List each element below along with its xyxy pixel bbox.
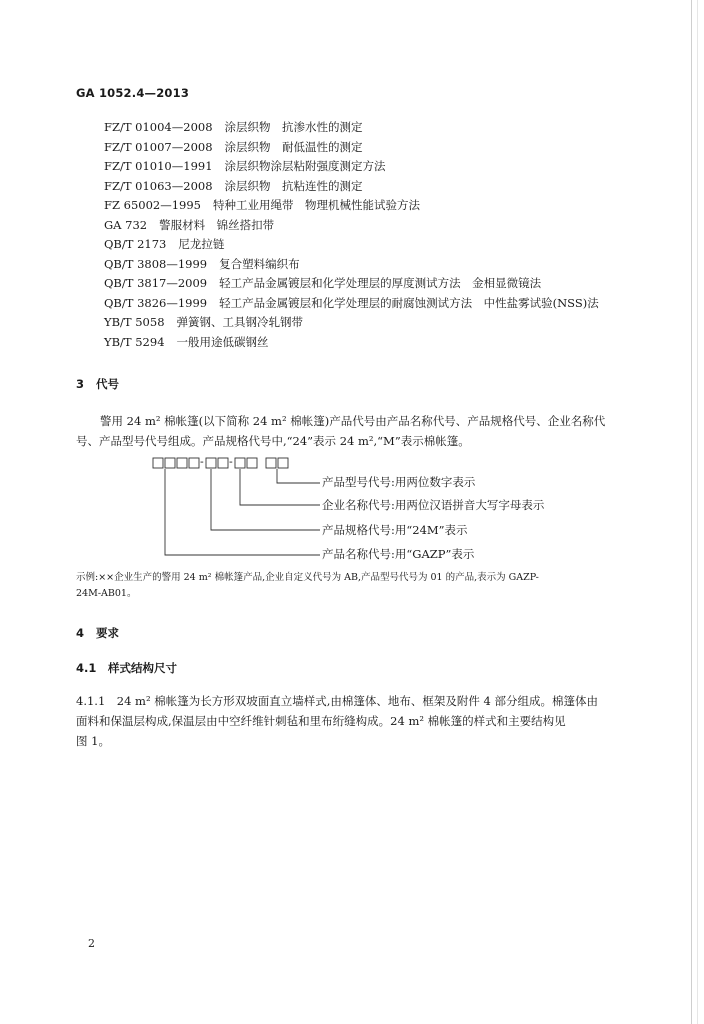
code-box (177, 458, 187, 468)
reference-item (104, 198, 420, 212)
reference-title: 警服材料 锦丝搭扣带 (159, 217, 275, 232)
page-edge-line (697, 0, 698, 1024)
reference-title: 轻工产品金属镀层和化学处理层的厚度测试方法 金相显微镜法 (219, 276, 542, 290)
paragraph-line: 面料和保温层构成,保温层由中空纤维针刺毡和里布绗缝构成。24 m² 棉帐篷的样式和主要结构见 (76, 714, 566, 728)
code-separator: - (229, 455, 233, 468)
code-separator: - (200, 455, 204, 468)
reference-title: 一般用途低碳钢丝 (176, 334, 269, 349)
reference-code: QB/T 3826—1999 (104, 295, 208, 310)
reference-code: FZ/T 01063—2008 (104, 178, 213, 193)
label-enterprise-code: 企业名称代号:用两位汉语拼音大写字母表示 (322, 498, 545, 512)
example-line: 示例:××企业生产的警用 24 m² 棉帐篷产品,企业自定义代号为 AB,产品型号代号为 01 的产品,表示为 GAZP- (76, 572, 539, 583)
reference-code: YB/T 5058 (104, 315, 165, 329)
page-number: 2 (88, 937, 95, 950)
paragraph-line: 号、产品型号代号组成。产品规格代号中,“24”表示 24 m²,“M”表示棉帐篷。 (76, 434, 470, 448)
reference-item (104, 276, 541, 290)
reference-title: 涂层织物 耐低温性的测定 (224, 139, 363, 154)
code-box (247, 458, 257, 468)
reference-item (104, 218, 274, 232)
reference-title: 涂层织物 抗渗水性的测定 (224, 120, 363, 134)
reference-code: QB/T 3808—1999 (104, 256, 208, 271)
reference-code: QB/T 2173 (104, 237, 167, 251)
label-model-code: 产品型号代号:用两位数字表示 (322, 475, 476, 489)
paragraph-line: 图 1。 (76, 734, 110, 748)
reference-item (104, 257, 300, 271)
page-edge-line (691, 0, 692, 1024)
reference-code: GA 732 (104, 217, 148, 232)
reference-item (104, 140, 363, 154)
subsection-heading (76, 660, 177, 676)
reference-title: 涂层织物涂层粘附强度测定方法 (224, 159, 386, 173)
section-heading (76, 376, 119, 392)
code-box (165, 458, 175, 468)
reference-item (104, 120, 363, 134)
reference-title: 尼龙拉链 (178, 237, 225, 251)
reference-code: FZ/T 01010—1991 (104, 159, 213, 173)
leader-line (240, 469, 320, 505)
leader-line (211, 469, 320, 530)
code-box (266, 458, 276, 468)
reference-item (104, 335, 269, 349)
paragraph-line: 警用 24 m² 棉帐篷(以下简称 24 m² 棉帐篷)产品代号由产品名称代号、产品规格代号、企业名称代 (100, 414, 606, 428)
code-box (235, 458, 245, 468)
standard-code-header: GA 1052.4—2013 (76, 86, 190, 100)
section-number: 4 (76, 626, 85, 640)
leader-line (277, 469, 320, 483)
reference-item (104, 237, 224, 251)
subsection-title: 样式结构尺寸 (108, 661, 177, 675)
reference-code: FZ/T 01004—2008 (104, 120, 213, 134)
reference-item (104, 179, 363, 193)
section-number: 3 (76, 377, 85, 391)
section-heading (76, 625, 119, 641)
section-title: 要求 (96, 626, 119, 640)
section-title: 代号 (96, 377, 119, 391)
example-line: 24M-AB01。 (76, 588, 137, 599)
reference-title: 复合塑料编织布 (219, 256, 300, 271)
reference-title: 特种工业用绳带 物理机械性能试验方法 (212, 198, 420, 212)
paragraph-line: 4.1.1 24 m² 棉帐篷为长方形双坡面直立墙样式,由棉篷体、地布、框架及附件 4 部分组成。棉篷体由 (76, 694, 598, 708)
reference-title: 弹簧钢、工具钢冷轧钢带 (176, 315, 304, 329)
reference-item (104, 296, 599, 310)
code-box (189, 458, 199, 468)
label-spec-code: 产品规格代号:用“24M”表示 (322, 523, 468, 537)
reference-title: 涂层织物 抗粘连性的测定 (224, 178, 363, 193)
code-box (206, 458, 216, 468)
reference-code: QB/T 3817—2009 (104, 276, 208, 290)
reference-code: FZ/T 01007—2008 (104, 139, 213, 154)
code-box (278, 458, 288, 468)
reference-code: FZ 65002—1995 (104, 198, 201, 212)
label-name-code: 产品名称代号:用“GAZP”表示 (322, 547, 475, 561)
reference-code: YB/T 5294 (104, 334, 165, 349)
reference-title: 轻工产品金属镀层和化学处理层的耐腐蚀测试方法 中性盐雾试验(NSS)法 (219, 295, 599, 310)
leader-line (165, 469, 320, 555)
reference-item (104, 315, 303, 329)
subsection-number: 4.1 (76, 661, 97, 675)
code-box (218, 458, 228, 468)
reference-item (104, 159, 386, 173)
code-box (153, 458, 163, 468)
